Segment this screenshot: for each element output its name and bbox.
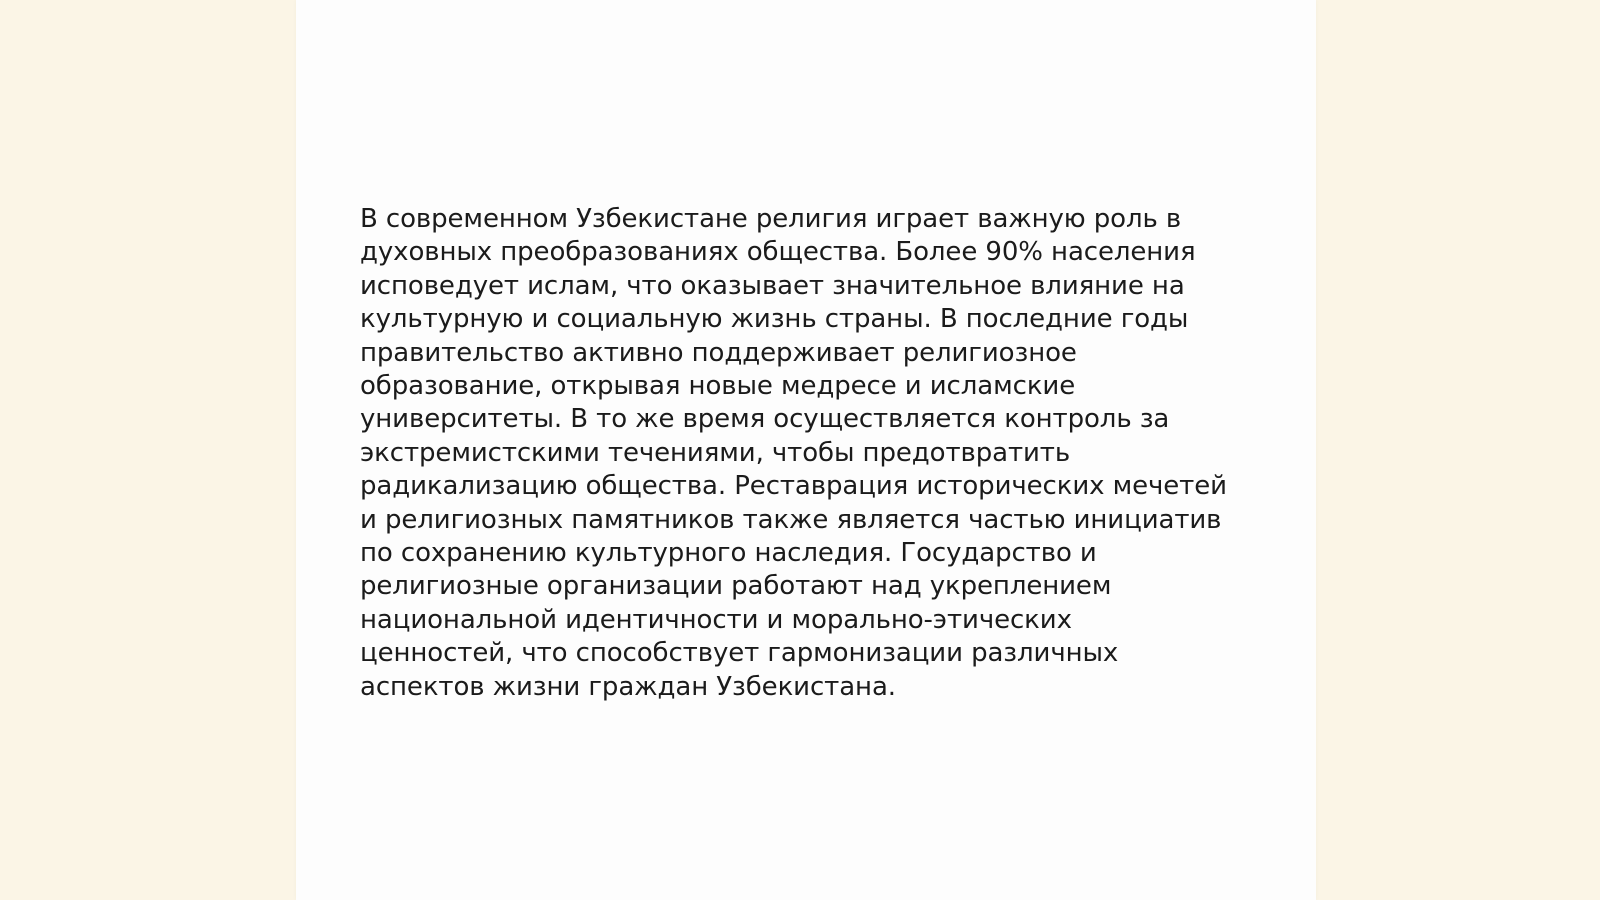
left-margin-band <box>0 0 296 900</box>
slide-canvas <box>296 0 1316 900</box>
right-margin-band <box>1304 0 1600 900</box>
slide-body-text: В современном Узбекистане религия играет важную роль в духовных преобразованиях общества. Более 90% населения исповедует ислам, что оказывает значительное влияние на культурную и социальную жизнь страны. В последние годы правительство активно поддерживает религиозное образование, открывая новые медресе и исламские университеты. В то же время осуществляется контроль за экстремистскими течениями, чтобы предотвратить радикализацию общества. Реставрация исторических мечетей и религиозных памятников также является частью инициатив по сохранению культурного наследия. Государство и религиозные организации работают над укреплением национальной идентичности и морально-этических ценностей, что способствует гармонизации различных аспектов жизни граждан Узбекистана. <box>360 204 1227 702</box>
